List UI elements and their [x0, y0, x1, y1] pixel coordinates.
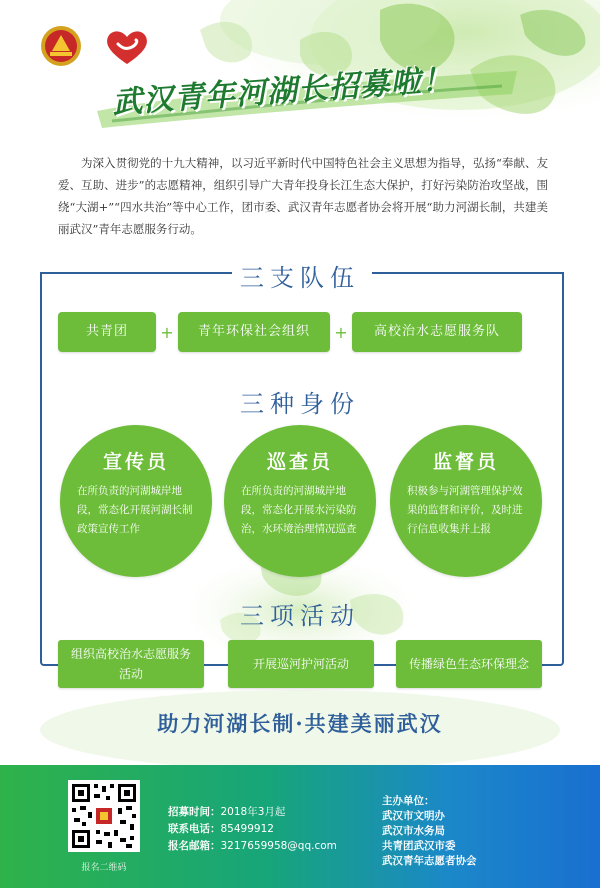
section-title-roles: 三种身份: [240, 390, 360, 418]
team-box-youth-league: 共青团: [58, 312, 156, 352]
sponsor-item: 武汉市水务局: [382, 825, 445, 837]
team-box-university-teams: 高校治水志愿服务队: [352, 312, 522, 352]
contact-label: 联系电话：: [168, 823, 221, 835]
sponsor-item: 武汉青年志愿者协会: [382, 855, 477, 867]
role-title: 巡查员: [266, 451, 333, 473]
plus-icon: +: [334, 322, 348, 342]
sponsor-list: [382, 794, 477, 869]
role-description: 积极参与河湖管理保护效果的监督和评价，及时进行信息收集并上报: [407, 485, 523, 535]
contact-info: [168, 804, 337, 855]
contact-value[interactable]: 3217659958@qq.com: [220, 840, 337, 852]
contact-label: 报名邮箱：: [168, 840, 221, 852]
contact-value[interactable]: 85499912: [220, 823, 274, 835]
volunteer-heart-logo-icon: [104, 28, 150, 66]
section-title-teams: 三支队伍: [240, 264, 360, 292]
frame-divider: [372, 272, 562, 274]
contact-row-phone: [168, 821, 337, 838]
role-description: 在所负责的河湖城岸地段，常态化开展河湖长制政策宣传工作: [77, 485, 193, 535]
teams-row: [58, 312, 522, 352]
team-box-eco-organizations: 青年环保社会组织: [178, 312, 330, 352]
section-title-activities: 三项活动: [240, 602, 360, 630]
role-circle-supervisor: [390, 425, 542, 577]
activity-box-patrol: 开展巡河护河活动: [228, 640, 374, 688]
role-title: 宣传员: [102, 451, 169, 473]
role-title: 监督员: [432, 451, 499, 473]
intro-paragraph: 为深入贯彻党的十九大精神，以习近平新时代中国特色社会主义思想为指导，弘扬“奉献、友爱、互助、进步”的志愿精神，组织引导广大青年投身长江生态大保护，打好污染防治攻坚战，围绕“大湖+”“四水共治”等中心工作，团市委、武汉青年志愿者协会将开展“助力河湖长制，共建美丽武汉”青年志愿服务行动。: [58, 156, 548, 236]
contact-row-email: [168, 838, 337, 855]
contact-label: 招募时间：: [168, 806, 221, 818]
sponsor-item: 武汉市文明办: [382, 810, 445, 822]
page-title: 武汉青年河湖长招募啦！: [111, 62, 454, 121]
plus-icon: +: [160, 322, 174, 342]
contact-value: 2018年3月起: [220, 806, 286, 818]
youth-league-emblem-icon: [40, 25, 82, 67]
activity-box-university: 组织高校治水志愿服务活动: [58, 640, 204, 688]
qr-caption: 报名二维码: [81, 863, 127, 873]
role-circle-inspector: [224, 425, 376, 577]
slogan: 助力河湖长制·共建美丽武汉: [157, 711, 443, 736]
role-circle-publicist: [60, 425, 212, 577]
role-description: 在所负责的河湖城岸地段，常态化开展水污染防治，水环境治理情况巡查: [241, 485, 357, 535]
qr-code-icon[interactable]: [68, 780, 140, 852]
activity-box-green-ideas: 传播绿色生态环保理念: [396, 640, 542, 688]
sponsor-title: 主办单位：: [382, 795, 435, 807]
contact-row-time: [168, 804, 337, 821]
sponsor-item: 共青团武汉市委: [382, 840, 456, 852]
